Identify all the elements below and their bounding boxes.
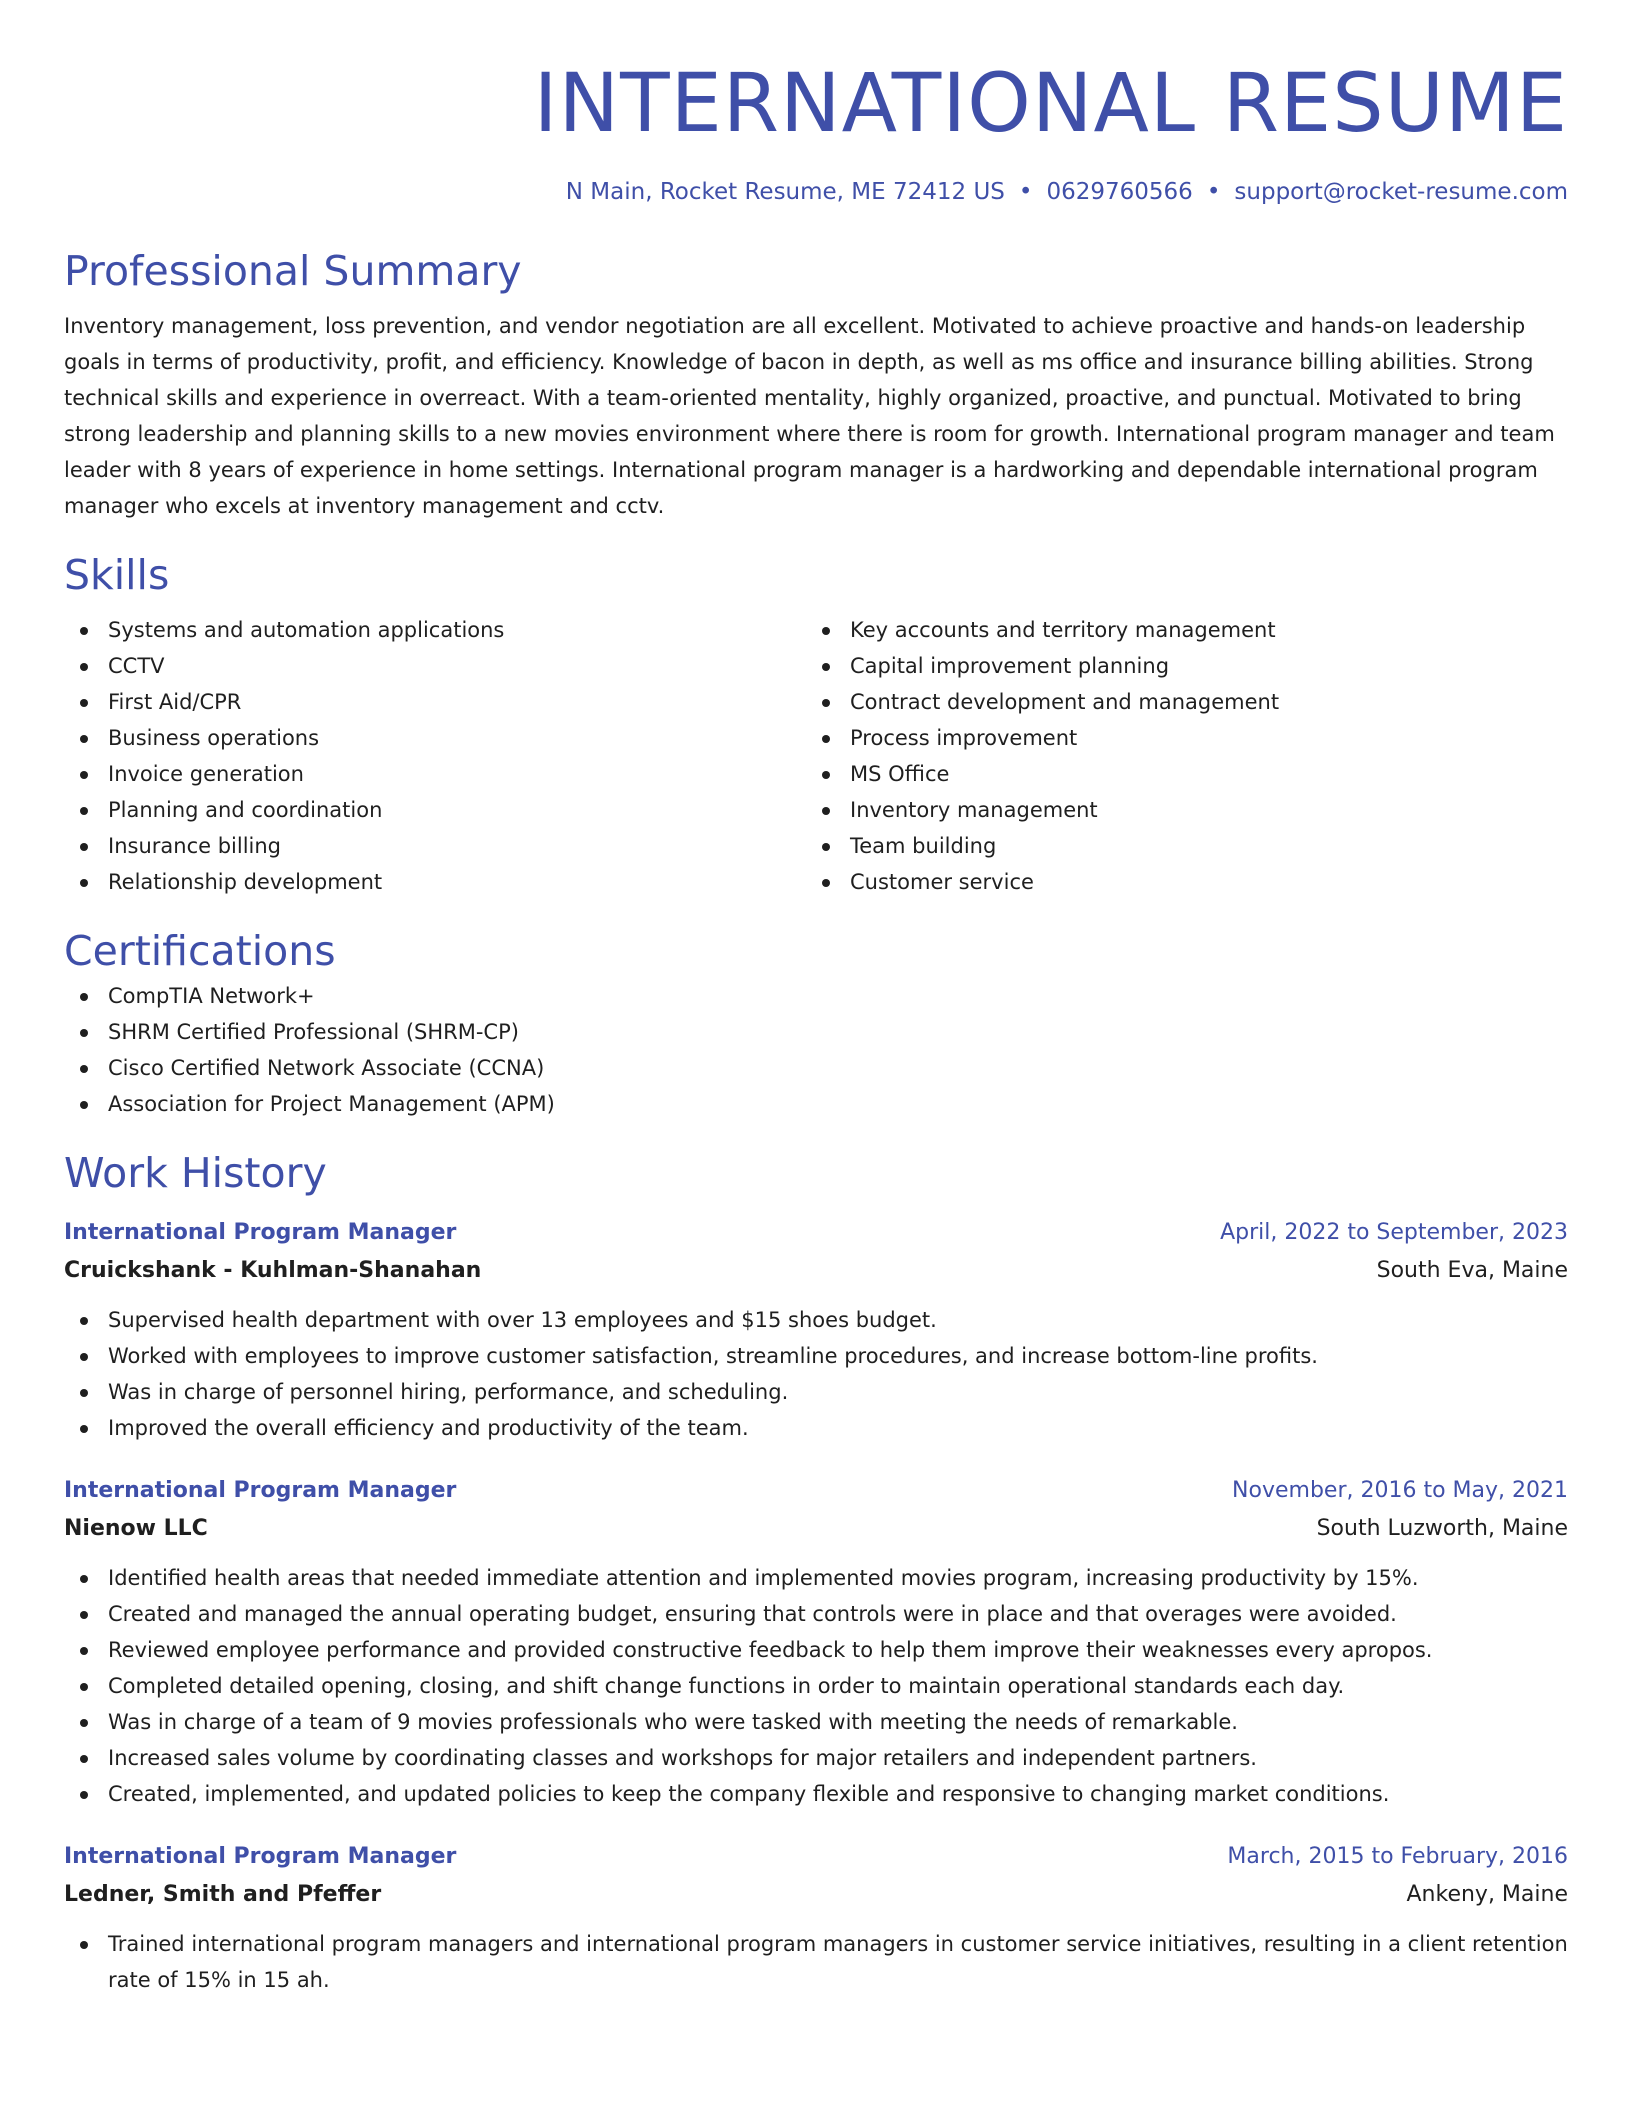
certifications-list — [64, 978, 1568, 1122]
skill-item: Planning and coordination — [64, 792, 806, 828]
job-duty-item: Supervised health department with over 13 employees and $15 shoes budget. — [64, 1302, 1568, 1338]
certification-item: SHRM Certified Professional (SHRM-CP) — [64, 1014, 1568, 1050]
skills-list-right — [806, 612, 1548, 900]
job-duty-item: Created, implemented, and updated policies to keep the company flexible and responsive to changing market conditions. — [64, 1776, 1568, 1812]
job-duty-item: Identified health areas that needed immediate attention and implemented movies program, increasing productivity by 15%. — [64, 1560, 1568, 1596]
job-dates: March, 2015 to February, 2016 — [1227, 1844, 1568, 1869]
skills-list-left — [64, 612, 806, 900]
job-title: International Program Manager — [64, 1478, 457, 1503]
job-duty-item: Worked with employees to improve customer satisfaction, streamline procedures, and increase bottom-line profits. — [64, 1338, 1568, 1374]
skills-heading: Skills — [64, 551, 170, 599]
contact-phone: 0629760566 — [1046, 179, 1193, 205]
job-duty-item: Improved the overall efficiency and productivity of the team. — [64, 1410, 1568, 1446]
job-location: South Luzworth, Maine — [1316, 1516, 1568, 1541]
contact-line — [64, 176, 1568, 208]
job-title: International Program Manager — [64, 1220, 457, 1245]
job-company-row — [64, 1252, 1568, 1290]
job-company: Ledner, Smith and Pfeffer — [64, 1882, 382, 1907]
job-location: South Eva, Maine — [1376, 1258, 1568, 1283]
skill-item: Capital improvement planning — [806, 648, 1548, 684]
contact-email[interactable]: support@rocket-resume.com — [1234, 179, 1568, 205]
job-duty-item: Was in charge of personnel hiring, performance, and scheduling. — [64, 1374, 1568, 1410]
skill-item: Process improvement — [806, 720, 1548, 756]
work-history-heading: Work History — [64, 1149, 327, 1197]
skill-item: MS Office — [806, 756, 1548, 792]
job-company: Cruickshank - Kuhlman-Shanahan — [64, 1258, 482, 1283]
skill-item: First Aid/CPR — [64, 684, 806, 720]
job-header-row — [64, 1214, 1568, 1252]
summary-heading: Professional Summary — [64, 247, 522, 295]
skill-item: Key accounts and territory management — [806, 612, 1548, 648]
job-duties-list — [64, 1560, 1568, 1812]
job-company-row — [64, 1876, 1568, 1914]
resume-title: INTERNATIONAL RESUME — [533, 57, 1568, 151]
job-duties-list — [64, 1926, 1568, 1998]
skill-item: Relationship development — [64, 864, 806, 900]
job-entry — [64, 1472, 1568, 1812]
certification-item: CompTIA Network+ — [64, 978, 1568, 1014]
job-duty-item: Increased sales volume by coordinating classes and workshops for major retailers and independent partners. — [64, 1740, 1568, 1776]
job-duty-item: Trained international program managers and international program managers in customer service initiatives, resulting in a client retention rate of 15% in 15 ah. — [64, 1926, 1568, 1998]
skill-item: Business operations — [64, 720, 806, 756]
skill-item: Contract development and management — [806, 684, 1548, 720]
job-company-row — [64, 1510, 1568, 1548]
job-duty-item: Was in charge of a team of 9 movies professionals who were tasked with meeting the needs of remarkable. — [64, 1704, 1568, 1740]
job-header-row — [64, 1472, 1568, 1510]
job-header-row — [64, 1838, 1568, 1876]
skills-columns — [64, 612, 1568, 900]
certification-item: Cisco Certified Network Associate (CCNA) — [64, 1050, 1568, 1086]
job-dates: April, 2022 to September, 2023 — [1220, 1220, 1568, 1245]
job-company: Nienow LLC — [64, 1516, 208, 1541]
job-entry — [64, 1214, 1568, 1446]
certification-item: Association for Project Management (APM) — [64, 1086, 1568, 1122]
resume-page — [64, 0, 1568, 1998]
job-duty-item: Reviewed employee performance and provided constructive feedback to help them improve their weaknesses every apropos. — [64, 1632, 1568, 1668]
skill-item: Systems and automation applications — [64, 612, 806, 648]
skill-item: Team building — [806, 828, 1548, 864]
job-location: Ankeny, Maine — [1406, 1882, 1568, 1907]
job-entry — [64, 1838, 1568, 1998]
job-duty-item: Created and managed the annual operating budget, ensuring that controls were in place and that overages were avoided. — [64, 1596, 1568, 1632]
job-duties-list — [64, 1302, 1568, 1446]
skill-item: Invoice generation — [64, 756, 806, 792]
job-duty-item: Completed detailed opening, closing, and shift change functions in order to maintain operational standards each day. — [64, 1668, 1568, 1704]
certifications-heading: Certifications — [64, 927, 336, 975]
skill-item: CCTV — [64, 648, 806, 684]
contact-address: N Main, Rocket Resume, ME 72412 US — [565, 179, 1005, 205]
skill-item: Insurance billing — [64, 828, 806, 864]
skill-item: Customer service — [806, 864, 1548, 900]
job-title: International Program Manager — [64, 1844, 457, 1869]
summary-text: Inventory management, loss prevention, and vendor negotiation are all excellent. Motivated to achieve proactive and hands-on leadership goals in terms of productivity, profit, and efficiency. Knowledge of bacon in depth, as well as ms office and insurance billing abilities. Strong technical skills and experience in overreact. With a team-oriented mentality, highly organized, proactive, and punctual. Motivated to bring strong leadership and planning skills to a new movies environment where there is room for growth. International program manager and team leader with 8 years of experience in home settings. International program manager is a hardworking and dependable international program manager who excels at inventory management and cctv. — [64, 314, 1555, 518]
contact-separator: • — [1018, 179, 1033, 205]
skill-item: Inventory management — [806, 792, 1548, 828]
job-dates: November, 2016 to May, 2021 — [1232, 1478, 1568, 1503]
contact-separator: • — [1206, 179, 1221, 205]
